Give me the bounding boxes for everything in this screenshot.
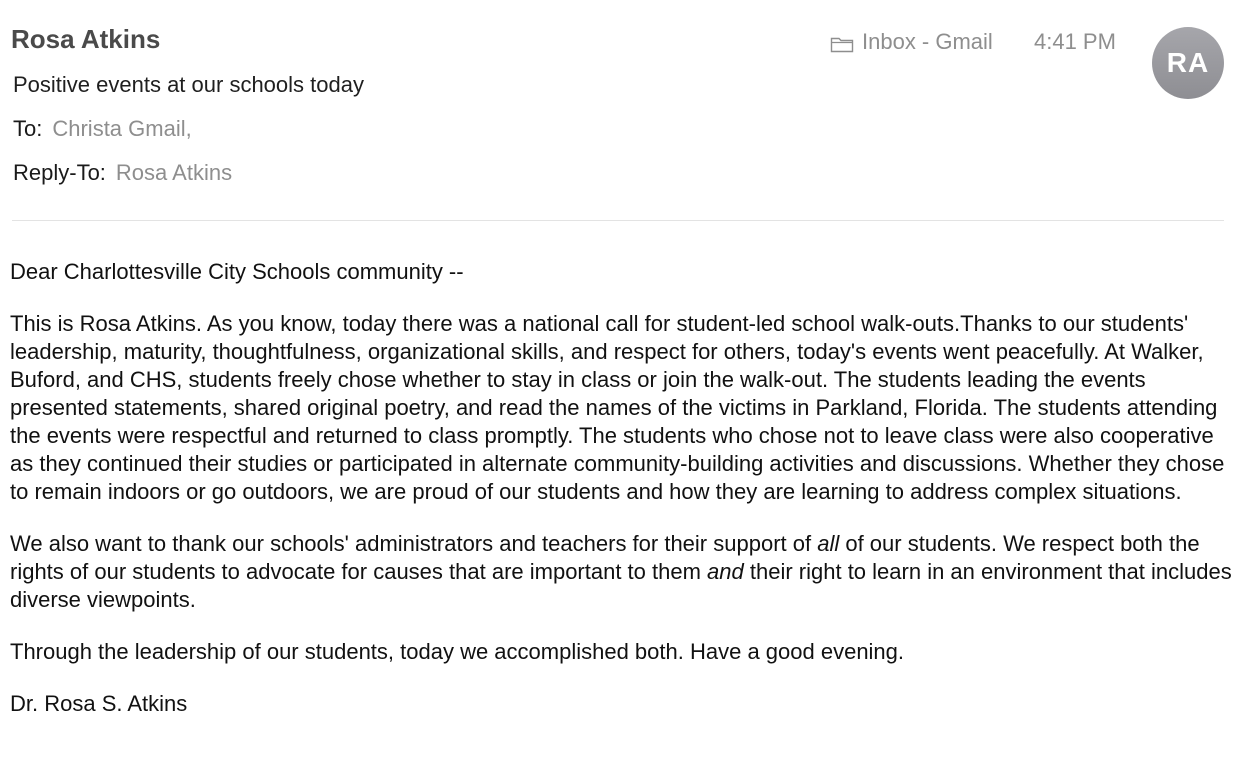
reply-to-label: Reply-To: [13,160,106,185]
paragraph-2-text-3: their right to learn in an environment that includes diverse viewpoints. [10,559,1232,612]
reply-to-row [13,160,232,186]
mailbox-name: Inbox - Gmail [862,29,993,54]
body-paragraph-1: This is Rosa Atkins. As you know, today there was a national call for student-led school walk-outs.Thanks to our students' leadership, maturity, thoughtfulness, organizational skills, and respect for others, today's events went peacefully. At Walker, Buford, and CHS, students freely chose whether to stay in class or join the walk-out. The students leading the events presented statements, shared original poetry, and read the names of the victims in Parkland, Florida. The students attending the events were respectful and returned to class promptly. The students who chose not to leave class were also cooperative as they continued their studies or participated in alternate community-building activities and discussions. Whether they chose to remain indoors or go outdoors, we are proud of our students and how they are learning to address complex situations. [10,311,1225,504]
header-divider [12,220,1224,221]
reply-to-address[interactable]: Rosa Atkins [115,160,233,185]
to-label: To: [13,116,43,141]
to-recipient[interactable]: Christa Gmail, [52,116,192,141]
avatar: RA [1152,27,1224,99]
message-body [10,258,1232,742]
body-paragraph-3: Through the leadership of our students, today we accomplished both. Have a good evening. [10,639,905,664]
message-subject: Positive events at our schools today [13,72,364,97]
message-header [0,0,1240,222]
greeting: Dear Charlottesville City Schools community -- [10,259,464,284]
paragraph-2-emphasis-all: all [817,531,840,556]
body-paragraph-2 [10,530,1232,614]
paragraph-2-text-1: We also want to thank our schools' administrators and teachers for their support of [10,531,818,556]
message-time: 4:41 PM [1034,29,1116,54]
mailbox-label[interactable] [830,29,993,55]
sender-name[interactable]: Rosa Atkins [11,24,161,54]
paragraph-2-text-2: of our students. We respect both the rights of our students to advocate for causes that are important to them [10,531,1200,584]
to-row [13,116,192,142]
signature: Dr. Rosa S. Atkins [10,691,188,716]
paragraph-2-emphasis-and: and [707,559,744,584]
folder-icon [830,33,854,51]
